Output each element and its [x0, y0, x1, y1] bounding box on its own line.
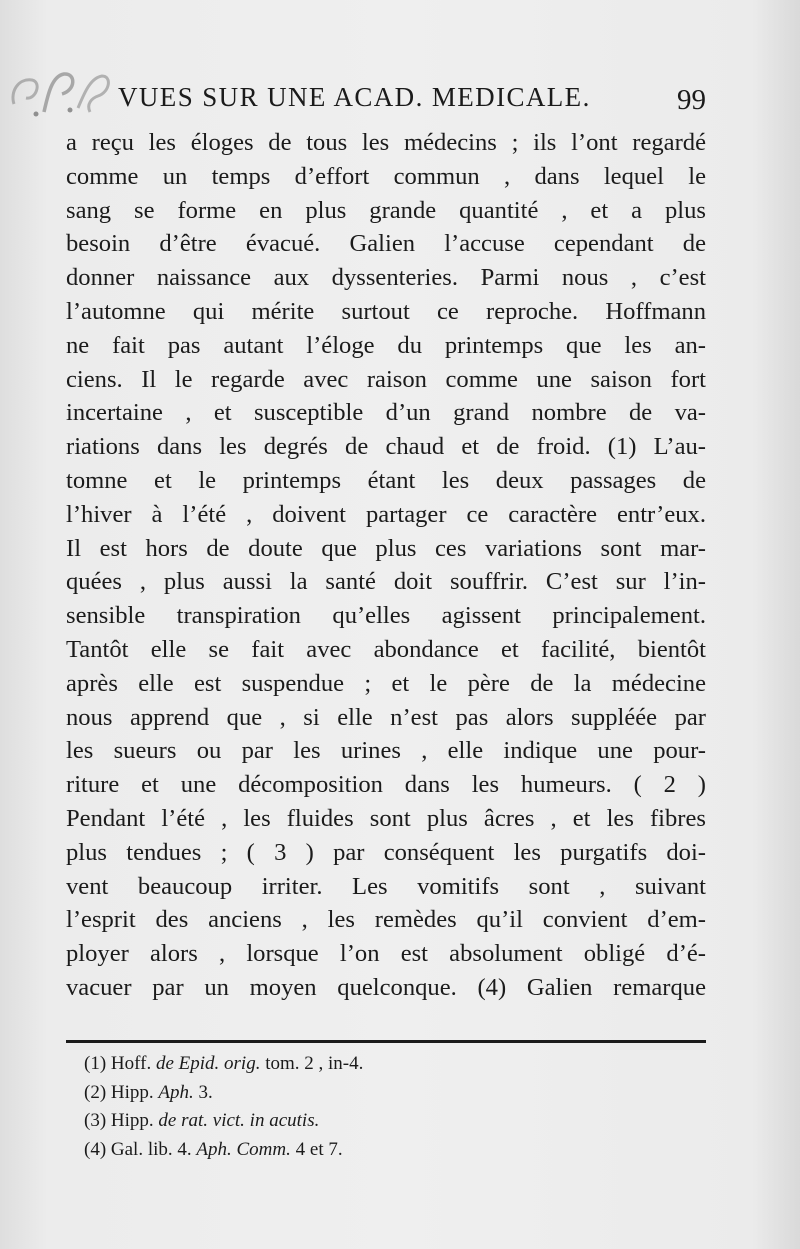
running-head	[118, 82, 708, 118]
footnote-reference: 4 et 7.	[295, 1138, 343, 1160]
text-line: donner naissance aux dyssenteries. Parmi nous , c’est	[66, 264, 706, 292]
text-line: a reçu les éloges de tous les médecins ; ils l’ont regardé	[66, 129, 706, 156]
footnote-number: (1)	[84, 1053, 107, 1074]
page-number: 99	[677, 84, 706, 116]
text-line: après elle est suspendue ; et le père de la médecine	[66, 669, 706, 697]
footnote-title: de Epid. orig.	[155, 1053, 261, 1074]
text-line: riture et une décomposition dans les humeurs. ( 2 )	[66, 771, 706, 799]
footnote-rule	[66, 1040, 706, 1043]
text-line: Tantôt elle se fait avec abondance et facilité, bientôt	[66, 635, 706, 663]
handwritten-ink-mark	[6, 64, 118, 126]
footnote-author: Hipp.	[110, 1110, 154, 1131]
text-line: besoin d’être évacué. Galien l’accuse cependant de	[66, 230, 706, 258]
footnote-reference: tom. 2 , in-4.	[265, 1053, 364, 1074]
footnotes	[84, 1050, 644, 1164]
text-line: sang se forme en plus grande quantité , et a plus	[66, 196, 706, 224]
footnote	[84, 1050, 644, 1079]
text-line: ne fait pas autant l’éloge du printemps que les an-	[66, 331, 706, 359]
footnote-number: (4)	[84, 1138, 107, 1160]
footnote	[84, 1079, 644, 1108]
footnote-number: (2)	[84, 1081, 107, 1103]
text-line: l’hiver à l’été , doivent partager ce caractère entr’eux.	[66, 500, 706, 528]
text-line: Pendant l’été , les fluides sont plus âcres , et les fibres	[66, 804, 706, 832]
text-line: tomne et le printemps étant les deux passages de	[66, 466, 706, 494]
text-line: les sueurs ou par les urines , elle indique une pour-	[66, 737, 706, 765]
footnote-number: (3)	[84, 1110, 107, 1131]
text-line: l’esprit des anciens , les remèdes qu’il convient d’em-	[66, 906, 706, 934]
text-line: nous apprend que , si elle n’est pas alors suppléée par	[66, 703, 706, 731]
footnote-title: Aph. Comm.	[196, 1138, 291, 1160]
text-line: ployer alors , lorsque l’on est absolument obligé d’é-	[66, 940, 706, 968]
footnote	[84, 1107, 644, 1136]
text-line: Il est hors de doute que plus ces variations sont mar-	[66, 534, 706, 562]
text-line: l’automne qui mérite surtout ce reproche. Hoffmann	[66, 297, 706, 325]
text-line: riations dans les degrés de chaud et de froid. (1) L’au-	[66, 433, 706, 461]
text-line: incertaine , et susceptible d’un grand nombre de va-	[66, 399, 706, 427]
footnote-reference: 3.	[198, 1081, 213, 1103]
text-line: comme un temps d’effort commun , dans lequel le	[66, 162, 706, 190]
text-line: vacuer par un moyen quelconque. (4) Galien remarque	[66, 973, 706, 1001]
footnote-author: Hipp.	[110, 1081, 154, 1103]
footnote-author: Gal. lib. 4.	[110, 1138, 192, 1160]
text-line: plus tendues ; ( 3 ) par conséquent les purgatifs doi-	[66, 838, 706, 866]
text-line: sensible transpiration qu’elles agissent principalement.	[66, 602, 706, 630]
footnote-title: Aph.	[158, 1081, 194, 1103]
footnote-title: de rat. vict. in acutis.	[158, 1110, 320, 1131]
body-text	[66, 126, 706, 1005]
footnote	[84, 1136, 644, 1165]
text-line: quées , plus aussi la santé doit souffrir. C’est sur l’in-	[66, 568, 706, 596]
text-line: ciens. Il le regarde avec raison comme une saison fort	[66, 365, 706, 393]
running-title: VUES SUR UNE ACAD. MEDICALE.	[118, 82, 591, 112]
footnote-author: Hoff.	[110, 1053, 152, 1074]
text-line: vent beaucoup irriter. Les vomitifs sont , suivant	[66, 872, 706, 900]
